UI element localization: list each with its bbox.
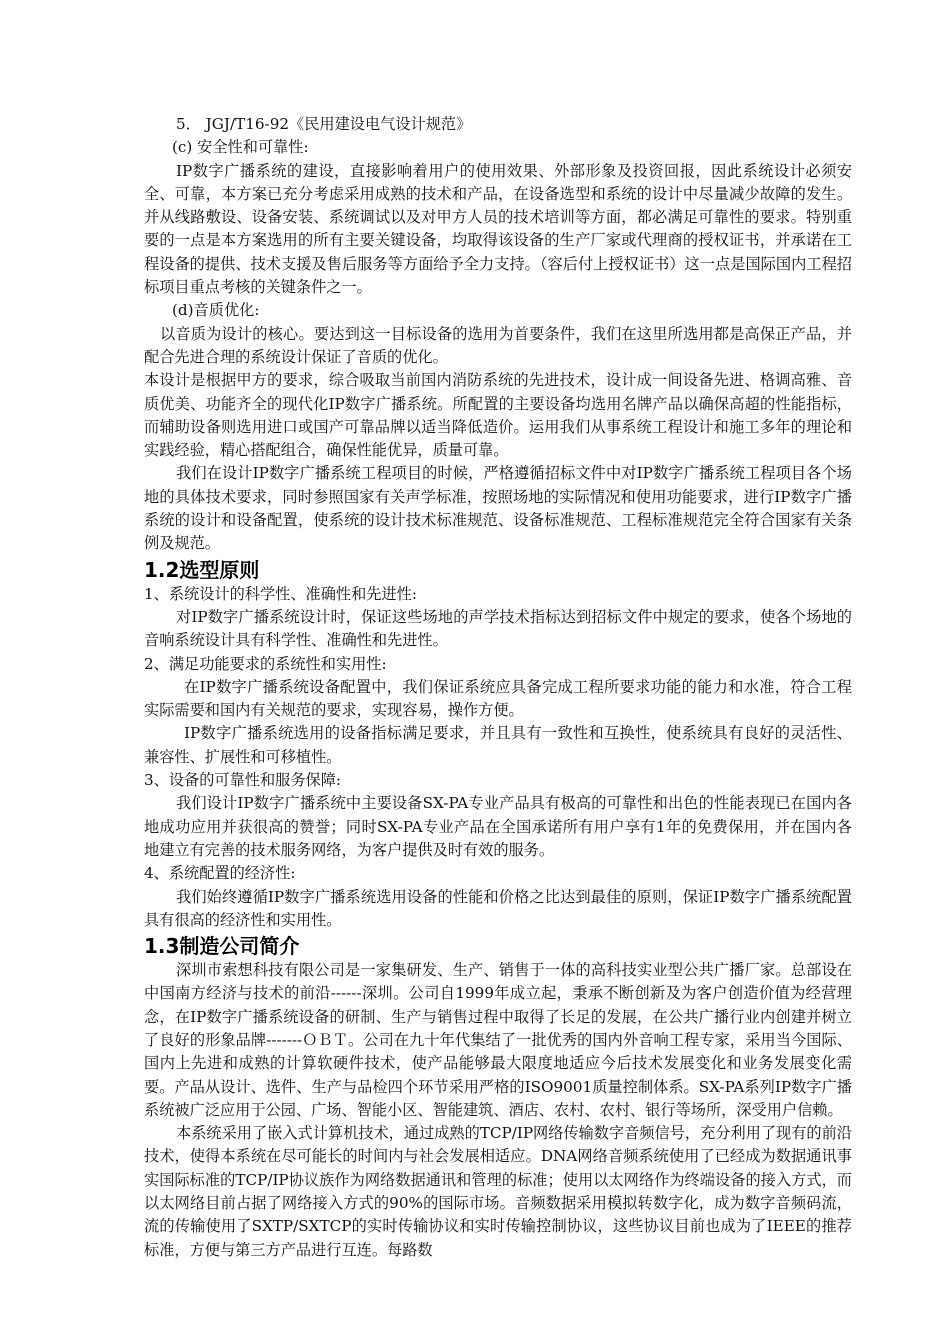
principle-1-title: 1、系统设计的科学性、准确性和先进性: <box>144 584 417 603</box>
principle-3-paragraph: 我们设计IP数字广播系统中主要设备SX-PA专业产品具有极高的可靠性和出色的性能表现已在国内各地成功应用并获很高的赞誉；同时SX-PA专业产品在全国承诺所有用户享有1年的免费保用，并在国内各地建立有完善的技术服务网络，为客户提供及时有效的服务。 <box>144 794 852 859</box>
section-heading-1-3: 1.3制造公司简介 <box>144 934 300 959</box>
principle-2-title: 2、满足功能要求的系统性和实用性: <box>144 654 387 673</box>
principle-1-paragraph: 对IP数字广播系统设计时，保证这些场地的声学技术指标达到招标文件中规定的要求，使各个场地的音响系统设计具有科学性、准确性和先进性。 <box>144 607 852 650</box>
sound-paragraph-2: 本设计是根据甲方的要求，综合吸取当前国内消防系统的先进技术，设计成一间设备先进、格调高雅、音质优美、功能齐全的现代化IP数字广播系统。所配置的主要设备均选用名牌产品以确保高超的性能指标，而辅助设备则选用进口或国产可靠品牌以适当降低造价。运用我们从事系统工程设计和施工多年的理论和实践经验，精心搭配组合，确保性能优异，质量可靠。 <box>144 371 852 460</box>
principle-4-title: 4、系统配置的经济性: <box>144 864 296 883</box>
standard-item-5: 5． JGJ/T16-92《民用建设电气设计规范》 <box>176 115 472 133</box>
company-paragraph-2: 本系统采用了嵌入式计算机技术，通过成熟的TCP/IP网络传输数字音频信号，充分利用了现有的前沿技术，使得本系统在尽可能长的时间内与社会发展相适应。DNA网络音频系统使用了已经成为数据通讯事实国际标准的TCP/IP协议族作为网络数据通讯和管理的标准；使用以太网络作为终端设备的接入方式，而以太网络目前占据了网络接入方式的90%的国际市场。音频数据采用模拟转数字化，成为数字音频码流，流的传输使用了SXTP/SXTCP的实时传输协议和实时传输控制协议，这些协议目前也成为了IEEE的推荐标准，方便与第三方产品进行互连。每路数 <box>144 1124 852 1259</box>
sound-paragraph-3: 我们在设计IP数字广播系统工程项目的时候，严格遵循招标文件中对IP数字广播系统工程项目各个场地的具体技术要求，同时参照国家有关声学标准，按照场地的实际情况和使用功能要求，进行IP数字广播系统的设计和设备配置，使系统的设计技术标准规范、设备标准规范、工程标准规范完全符合国家有关条例及规范。 <box>144 464 852 553</box>
safety-label: (c) 安全性和可靠性: <box>172 138 309 157</box>
principle-2-paragraph-2: IP数字广播系统选用的设备指标满足要求，并且具有一致性和互换性，使系统具有良好的灵活性、兼容性、扩展性和可移植性。 <box>144 724 852 766</box>
sound-paragraph-1: 以音质为设计的核心。要达到这一目标设备的选用为首要条件，我们在这里所选用都是高保正产品，并配合先进合理的系统设计保证了音质的优化。 <box>144 324 852 366</box>
principle-4-paragraph: 我们始终遵循IP数字广播系统选用设备的性能和价格之比达到最佳的原则，保证IP数字广播系统配置具有很高的经济性和实用性。 <box>144 887 852 929</box>
principle-3-title: 3、设备的可靠性和服务保障: <box>144 771 342 790</box>
section-heading-1-2: 1.2选型原则 <box>144 557 260 582</box>
document-page <box>144 113 852 1262</box>
safety-paragraph: IP数字广播系统的建设，直接影响着用户的使用效果、外部形象及投资回报，因此系统设计必须安全、可靠，本方案已充分考虑采用成熟的技术和产品，在设备选型和系统的设计中尽量减少故障的发生。并从线路敷设、设备安装、系统调试以及对甲方人员的技术培训等方面，都必满足可靠性的要求。特别重要的一点是本方案选用的所有主要关键设备，均取得该设备的生产厂家或代理商的授权证书，并承诺在工程设备的提供、技术支援及售后服务等方面给予全力支持。（容后付上授权证书）这一点是国际国内工程招标项目重点考核的关键条件之一。 <box>144 161 852 297</box>
sound-label: (d)音质优化: <box>172 301 260 320</box>
company-paragraph-1: 深圳市索想科技有限公司是一家集研发、生产、销售于一体的高科技实业型公共广播厂家。总部设在中国南方经济与技术的前沿------深圳。公司自1999年成立起，秉承不断创新及为客户创造价值为经营理念，在IP数字广播系统设备的研制、生产与销售过程中取得了长足的发展，在公共广播行业内创建并树立了良好的形象品牌-------ＯＢＴ。公司在九十年代集结了一批优秀的国内外音响工程专家，采用当今国际、国内上先进和成熟的计算软硬件技术，使产品能够最大限度地适应今后技术发展变化和业务发展变化需要。产品从设计、选件、生产与品检四个环节采用严格的ISO9001质量控制体系。SX-PA系列IP数字广播系统被广泛应用于公园、广场、智能小区、智能建筑、酒店、农村、农村、银行等场所，深受用户信赖。 <box>144 961 852 1119</box>
principle-2-paragraph-1: 在IP数字广播系统设备配置中，我们保证系统应具备完成工程所要求功能的能力和水准，符合工程实际需要和国内有关规范的要求，实现容易，操作方便。 <box>144 677 852 720</box>
